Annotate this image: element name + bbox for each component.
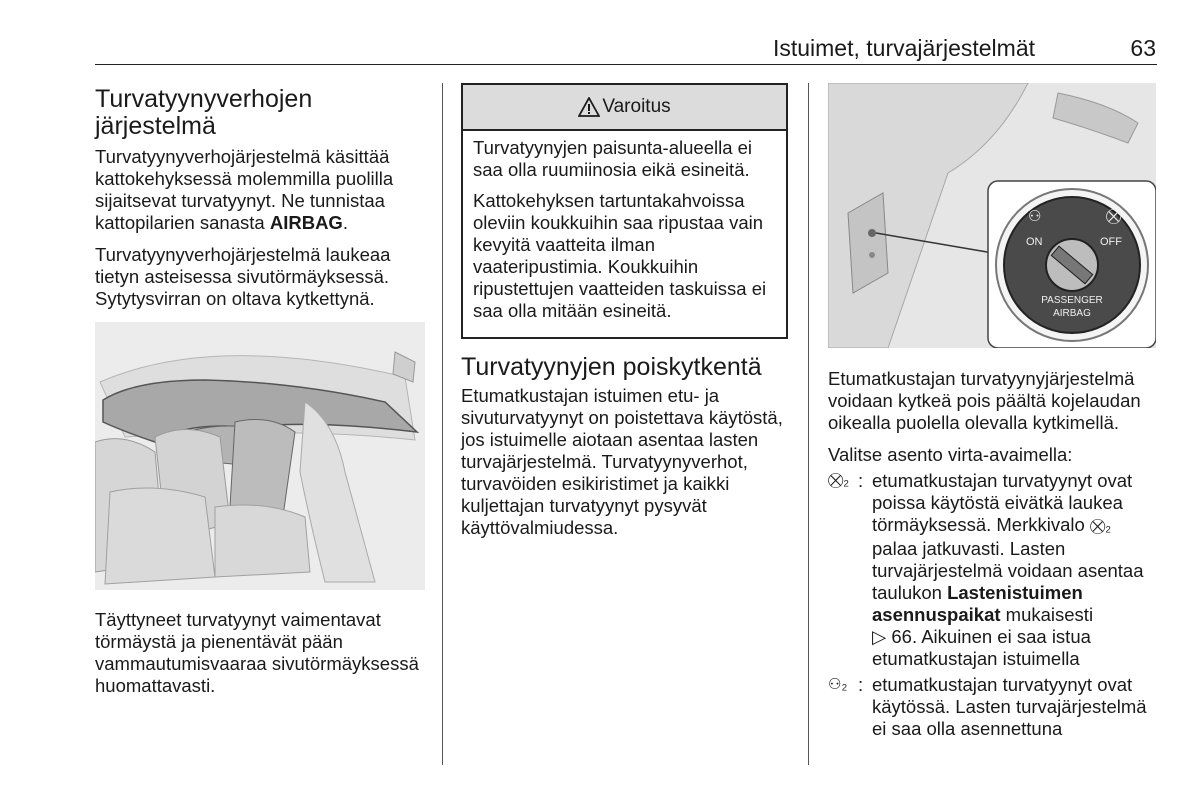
airbag-term: AIRBAG (269, 212, 343, 233)
column-divider (442, 83, 443, 765)
section-heading: Turvatyynyjen poiskytkentä (461, 353, 762, 381)
warning-paragraph: Turvatyynyjen paisunta-alueella ei saa olla ruumiinosia eikä esineitä. (473, 137, 753, 180)
paragraph: Etumatkustajan istuimen etu- ja sivuturvatyynyt on poistettava käytöstä, jos istuimelle aiotaan asentaa lasten turvajärjestelmä. Turvatyynyverhot, turvavöiden esikiristimet ja kaikki kuljettajan turvatyynyt pysyvät käyttövalmiudessa. (461, 385, 783, 538)
list-item: ⛒₂ : etumatkustajan turvatyynyt ovat poissa käytöstä eivätkä laukea törmäyksessä. Merkkivalo ⛒₂ palaa jatkuvasti. Lasten turvajärjestelmä voidaan asentaa taulukon Lastenistuimen asennuspaikat mukaisesti ▷ 66. Aikuinen ei saa istua etumatkustajan istuimella (828, 470, 1144, 669)
running-header-title: Istuimet, turvajärjestelmät (772, 35, 1035, 61)
switch-plate-line: AIRBAG (1053, 308, 1091, 319)
airbag-switch-illustration (828, 83, 1156, 348)
warning-title: Varoitus (602, 96, 671, 117)
paragraph: Valitse asento virta-avaimella: (828, 444, 1073, 465)
warning-box (461, 83, 788, 339)
switch-on-label: ON (1026, 236, 1043, 248)
middle-column (461, 354, 791, 539)
airbag-off-icon: ⛒₂ (828, 472, 850, 489)
right-column (828, 368, 1158, 740)
paragraph: Turvatyynyverhojärjestelmä laukeaa tietyn asteisessa sivutörmäyksessä. Sytytysvirran on oltava kytkettynä. (95, 244, 391, 309)
passenger-airbag-on-icon: ⚇ (1028, 208, 1042, 225)
warning-triangle-icon (578, 97, 600, 117)
paragraph: Turvatyynyverhojärjestelmä käsittää kattokehyksessä molemmilla puolilla sijaitsevat turvatyynyt. Ne tunnistaa kattopilarien sanasta AIRBAG. (95, 146, 394, 233)
page-reference: ▷ 66. Aikuinen ei saa istua etumatkustajan istuimella (872, 626, 1091, 669)
airbag-off-icon: ⛒₂ (1089, 518, 1112, 535)
page-number: 63 (1130, 35, 1156, 61)
cross-reference-title: Lastenistuimen asennuspaikat (872, 582, 1083, 625)
warning-paragraph: Kattokehyksen tartuntakahvoissa oleviin koukkuihin saa ripustaa vain kevyitä vaatteita ilman vaateripustimia. Koukkuihin ripustettujen vaatteiden taskuissa ei saa olla mitään esineitä. (473, 190, 767, 321)
switch-plate-line: PASSENGER (1041, 295, 1103, 306)
warning-header (463, 85, 786, 131)
illustration-caption: Täyttyneet turvatyynyt vaimentavat törmäystä ja pienentävät pään vammautumisvaaraa sivutörmäyksessä huomattavasti. (95, 609, 419, 696)
paragraph: Etumatkustajan turvatyynyjärjestelmä voidaan kytkeä pois päältä kojelaudan oikealla puolella olevalla kytkimellä. (828, 368, 1141, 433)
section-heading: Turvatyynyverhojen järjestelmä (95, 85, 313, 140)
column-divider (808, 83, 809, 765)
passenger-airbag-off-icon: ⛒ (1106, 208, 1122, 225)
left-column (95, 86, 425, 310)
header-rule (95, 64, 1157, 65)
list-item: ⚇₂ : etumatkustajan turvatyynyt ovat käytössä. Lasten turvajärjestelmä ei saa olla asennettuna (828, 674, 1147, 739)
curtain-airbag-illustration (95, 322, 425, 590)
switch-off-label: OFF (1100, 236, 1122, 248)
airbag-on-icon: ⚇₂ (828, 676, 848, 693)
